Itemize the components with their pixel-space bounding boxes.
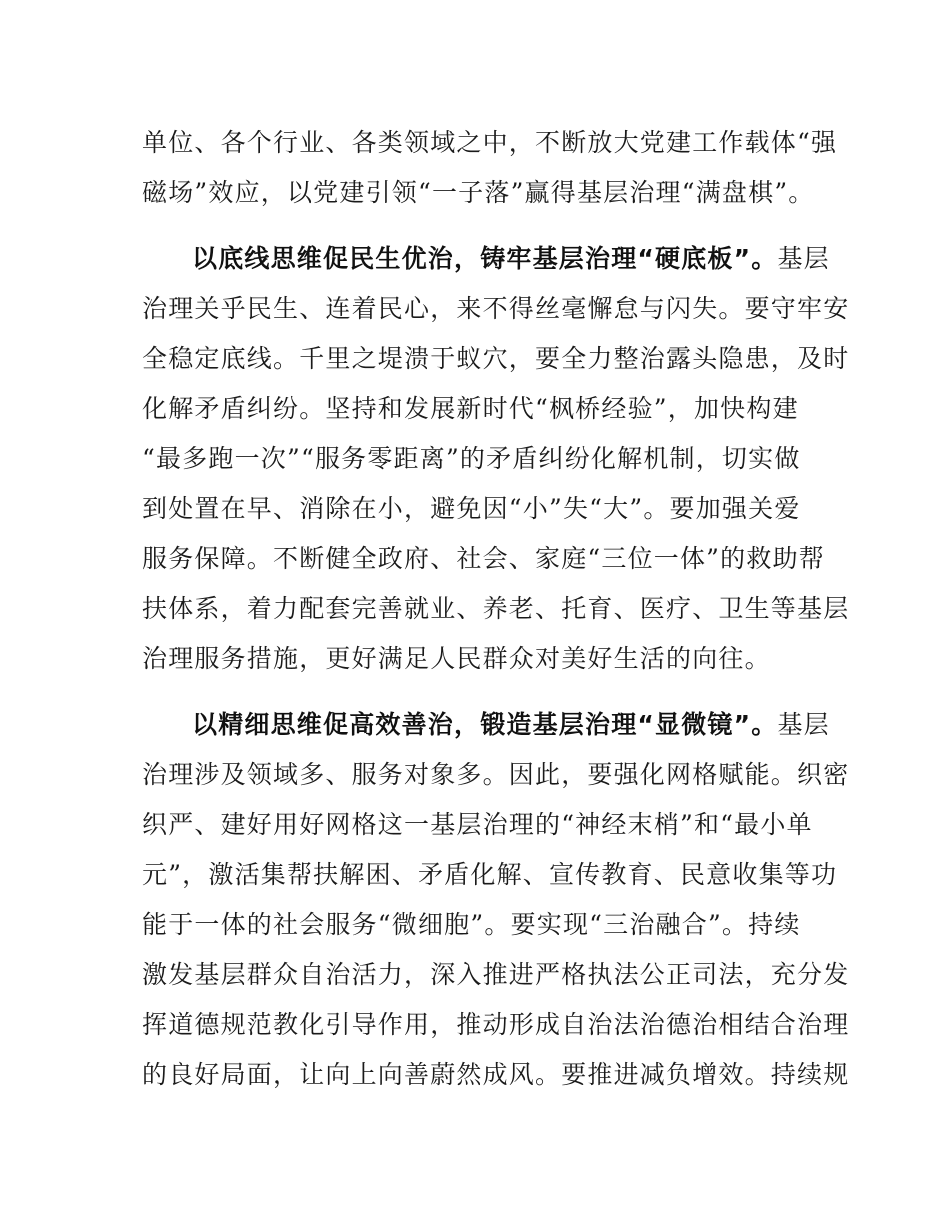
text-line: 到处置在早、消除在小，避免因“小”失“大”。要加强关爱: [142, 494, 801, 523]
text-line: 单位、各个行业、各类领域之中，不断放大党建工作载体“强: [142, 128, 838, 157]
text-line: 元”，激活集帮扶解困、矛盾化解、宣传教育、民意收集等功: [142, 860, 838, 889]
paragraph-first-line: [192, 705, 882, 745]
text-span: 基层: [777, 244, 830, 273]
text-line: 治理关乎民生、连着民心，来不得丝毫懈怠与闪失。要守牢安: [142, 294, 850, 323]
text-line: 激发基层群众自治活力，深入推进严格执法公正司法，充分发: [142, 960, 850, 989]
text-line: 扶体系，着力配套完善就业、养老、托育、医疗、卫生等基层: [142, 594, 850, 623]
text-line: “最多跑一次”“服务零距离”的矛盾纠纷化解机制，切实做: [142, 444, 801, 473]
text-line: 挥道德规范教化引导作用，推动形成自治法治德治相结合治理: [142, 1010, 850, 1039]
text-line: 能于一体的社会服务“微细胞”。要实现“三治融合”。持续: [142, 910, 801, 939]
text-line: 织严、建好用好网格这一基层治理的“神经末梢”和“最小单: [142, 810, 813, 839]
paragraph-heading: 以底线思维促民生优治，铸牢基层治理“硬底板”。: [192, 244, 778, 273]
text-line: 治理服务措施，更好满足人民群众对美好生活的向往。: [142, 644, 771, 673]
text-line: 治理涉及领域多、服务对象多。因此，要强化网格赋能。织密: [142, 760, 850, 789]
text-span: 基层: [777, 710, 830, 739]
text-line: 全稳定底线。千里之堤溃于蚁穴，要全力整治露头隐患，及时: [142, 344, 850, 373]
text-line: 化解矛盾纠纷。坚持和发展新时代“枫桥经验”，加快构建: [142, 394, 799, 423]
paragraph-first-line: [192, 239, 882, 279]
paragraph-heading: 以精细思维促高效善治，锻造基层治理“显微镜”。: [192, 710, 778, 739]
text-line: 磁场”效应，以党建引领“一子落”赢得基层治理“满盘棋”。: [142, 178, 815, 207]
text-line: 服务保障。不断健全政府、社会、家庭“三位一体”的救助帮: [142, 544, 825, 573]
text-line: 的良好局面，让向上向善蔚然成风。要推进减负增效。持续规: [142, 1060, 850, 1089]
